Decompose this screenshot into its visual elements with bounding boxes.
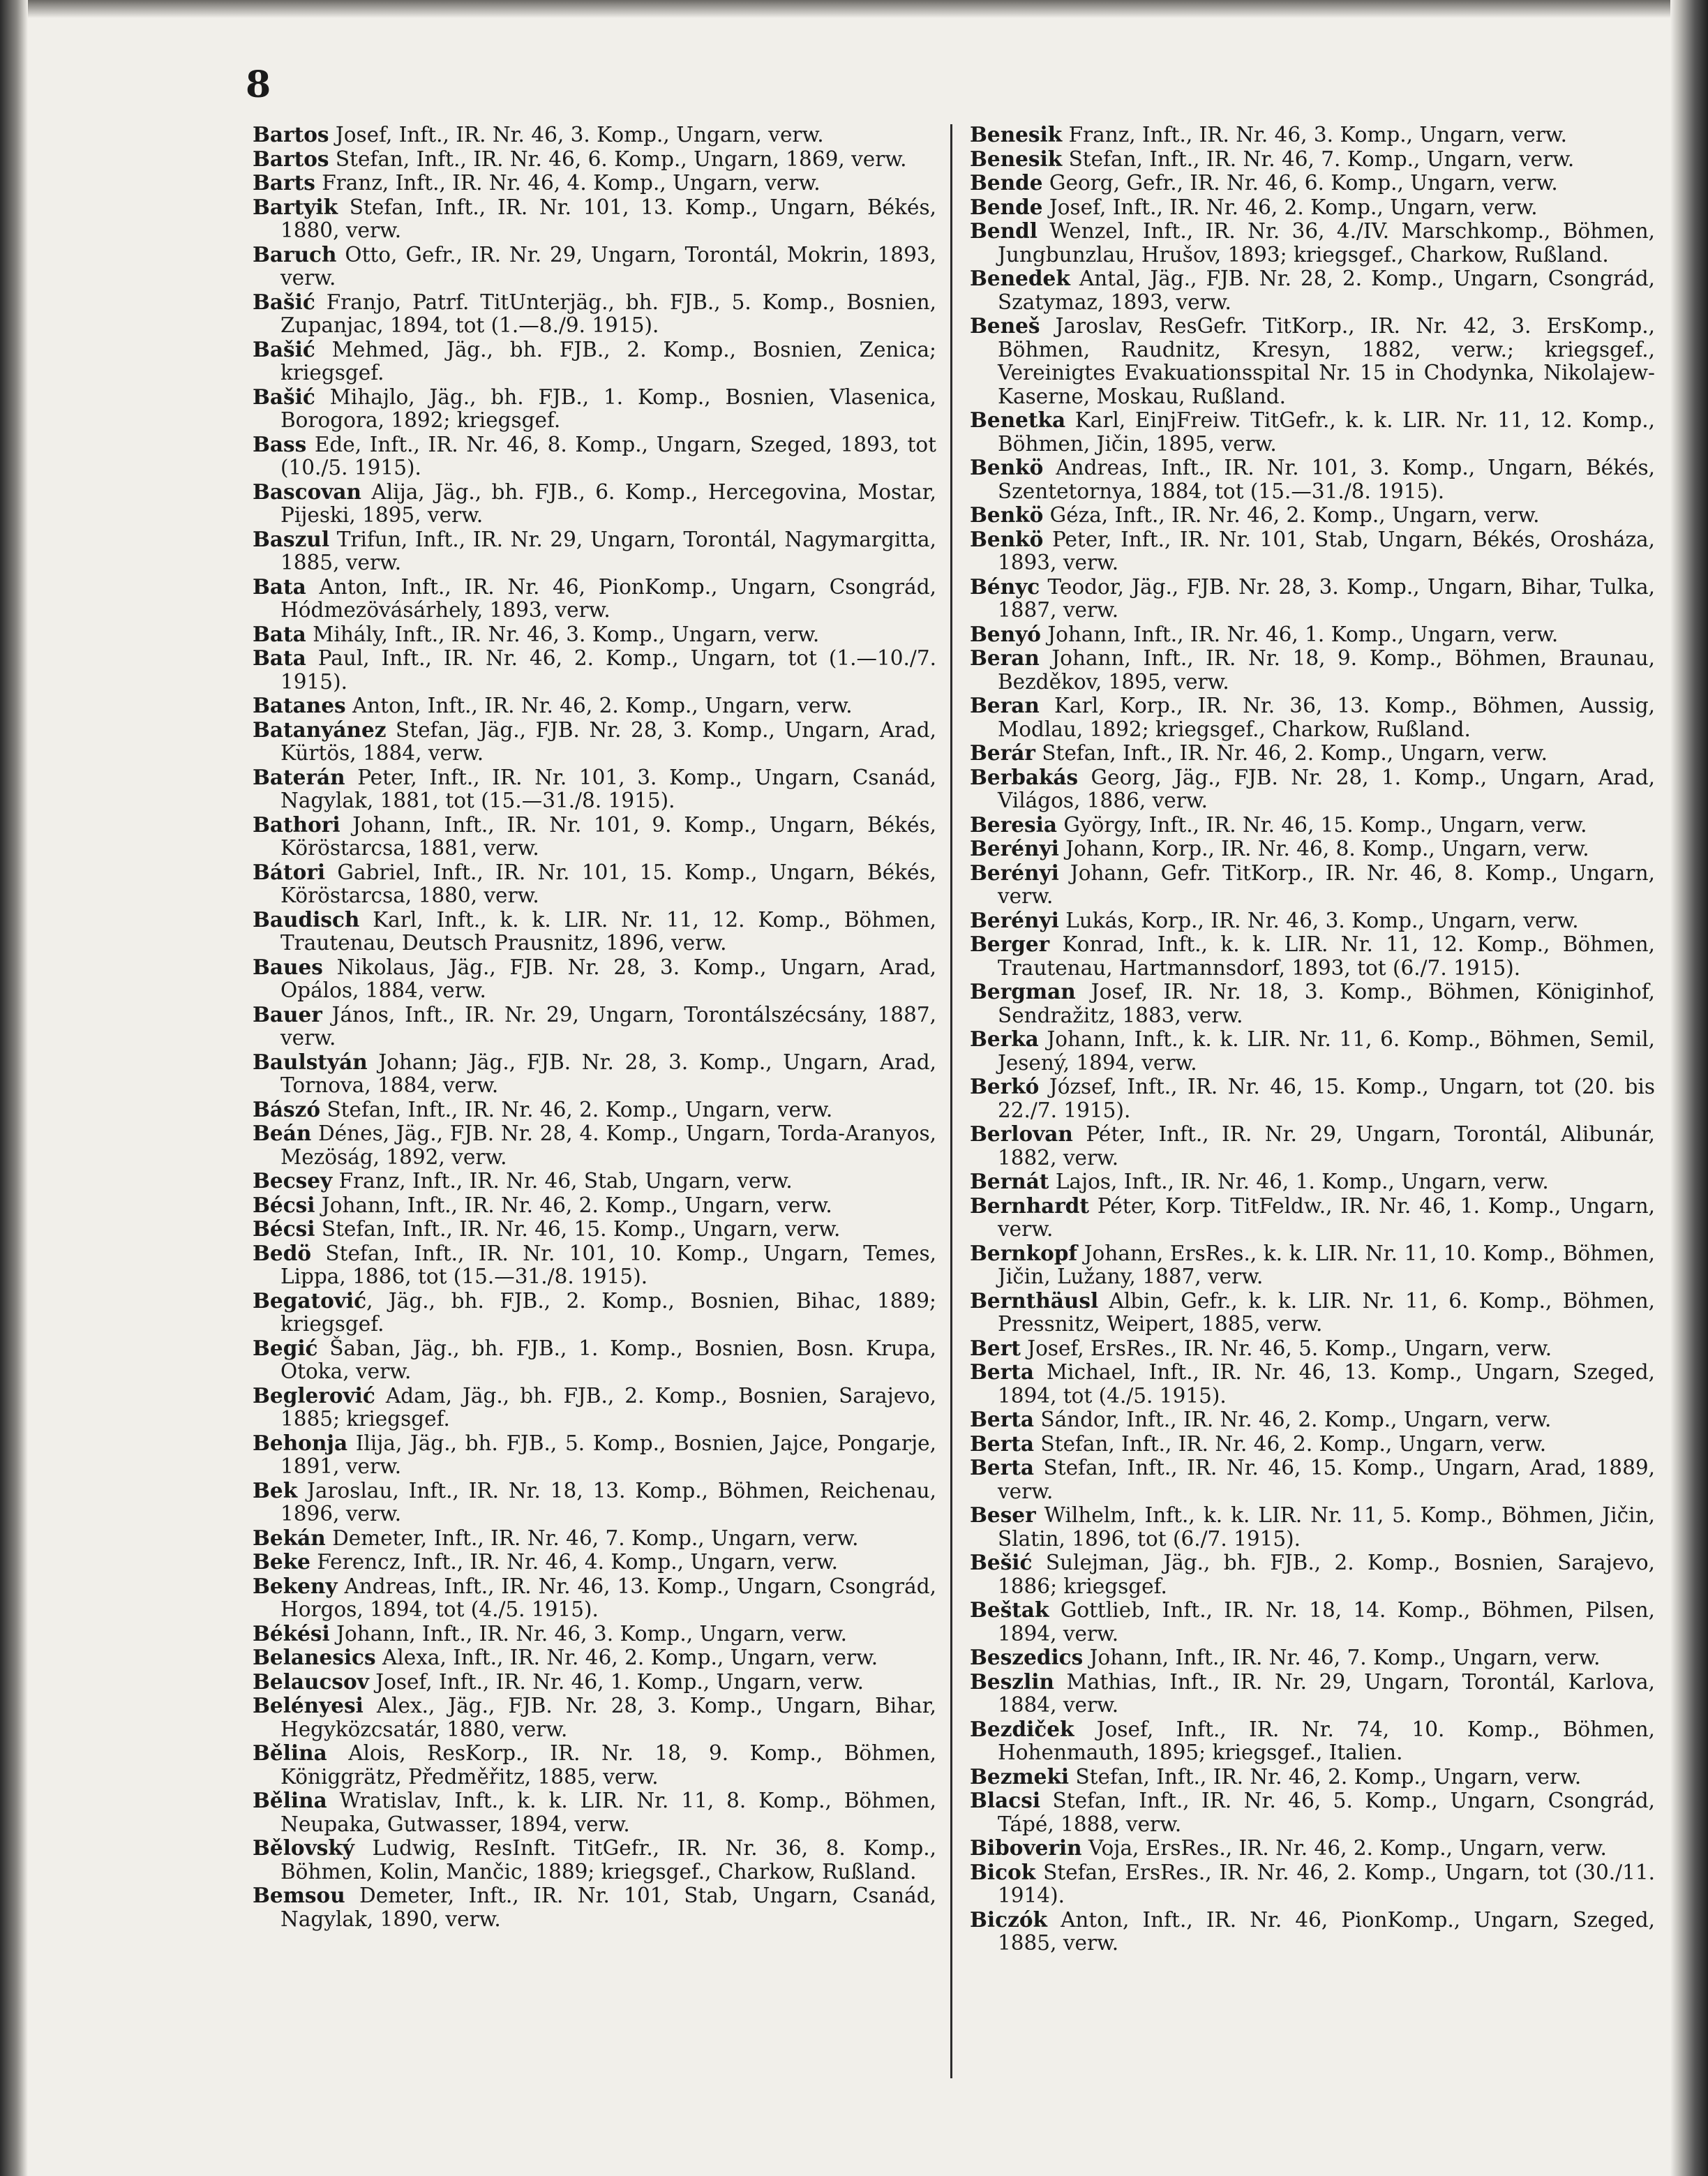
list-item [970, 932, 1655, 980]
list-item [253, 1098, 936, 1122]
list-item [253, 1431, 936, 1479]
entry-details: Péter, Inft., IR. Nr. 29, Ungarn, Torontál, Alibunár, 1882, verw. [998, 1122, 1655, 1170]
entry-surname: Bátori [253, 859, 326, 884]
list-item [970, 575, 1655, 623]
list-item [253, 1121, 936, 1169]
list-item [970, 1336, 1655, 1361]
list-item [970, 1670, 1655, 1717]
entry-details: Peter, Inft., IR. Nr. 101, 3. Komp., Ungarn, Csanád, Nagylak, 1881, tot (15.—31./8. 1915). [280, 765, 936, 812]
entry-details: Anton, Inft., IR. Nr. 46, 2. Komp., Ungarn, verw. [345, 694, 853, 717]
entry-details: Stefan, Inft., IR. Nr. 46, 5. Komp., Ungarn, Csongrád, Tápé, 1888, verw. [998, 1789, 1655, 1836]
list-item [970, 766, 1655, 813]
list-item [253, 694, 936, 718]
list-item [970, 980, 1655, 1027]
entry-details: Paul, Inft., IR. Nr. 46, 2. Komp., Ungarn, tot (1.—10./7. 1915). [280, 646, 936, 694]
entry-details: Georg, Gefr., IR. Nr. 46, 6. Komp., Ungarn, verw. [1042, 171, 1558, 195]
entry-surname: Bécsi [253, 1216, 315, 1241]
list-item [253, 1550, 936, 1574]
list-item [253, 385, 936, 433]
entry-details: Lukás, Korp., IR. Nr. 46, 3. Komp., Ungarn, verw. [1058, 908, 1579, 932]
entry-details: Josef, Inft., IR. Nr. 74, 10. Komp., Böhmen, Hohenmauth, 1895; kriegsgef., Italien. [998, 1717, 1655, 1764]
entry-details: Péter, Korp. TitFeldw., IR. Nr. 46, 1. Komp., Ungarn, verw. [998, 1193, 1655, 1241]
entry-details: Johann, Inft., IR. Nr. 46, 3. Komp., Ungarn, verw. [329, 1621, 847, 1646]
list-item [253, 1526, 936, 1551]
entry-surname: Beszedics [970, 1645, 1084, 1669]
list-item [970, 813, 1655, 837]
entry-surname: Becsey [253, 1168, 333, 1193]
entry-surname: Begatović [253, 1288, 367, 1313]
entry-surname: Benyó [970, 621, 1041, 646]
list-item [253, 813, 936, 860]
list-item [253, 338, 936, 385]
entry-surname: Bascovan [253, 479, 361, 504]
list-item [970, 267, 1655, 314]
entry-details: Ferencz, Inft., IR. Nr. 46, 4. Komp., Ungarn, verw. [310, 1550, 838, 1574]
list-item [970, 1408, 1655, 1432]
list-item [253, 480, 936, 528]
entry-details: Franz, Inft., IR. Nr. 46, 3. Komp., Ungarn, verw. [1062, 123, 1567, 147]
entry-details: Johann, Inft., IR. Nr. 101, 9. Komp., Ungarn, Békés, Köröstarcsa, 1881, verw. [280, 812, 936, 860]
list-item [970, 1432, 1655, 1456]
entry-details: Anton, Inft., IR. Nr. 46, PionKomp., Ungarn, Csongrád, Hódmezövásárhely, 1893, verw. [280, 574, 936, 622]
entry-details: Alexa, Inft., IR. Nr. 46, 2. Komp., Ungarn, verw. [375, 1646, 878, 1669]
entry-details: Wilhelm, Inft., k. k. LIR. Nr. 11, 5. Komp., Böhmen, Jičin, Slatin, 1896, tot (6./7. 1915). [998, 1503, 1655, 1551]
entry-details: Stefan, Inft., IR. Nr. 46, 2. Komp., Ungarn, verw. [1069, 1764, 1582, 1789]
entry-surname: Bezmeki [970, 1764, 1070, 1789]
entry-surname: Baterán [253, 764, 345, 789]
entry-surname: Bata [253, 646, 306, 670]
list-item [253, 147, 936, 172]
entry-surname: Bathori [253, 812, 340, 837]
entry-surname: Baszul [253, 526, 330, 551]
entry-details: Johann, Inft., IR. Nr. 46, 2. Komp., Ungarn, verw. [315, 1193, 832, 1217]
list-item [253, 123, 936, 147]
entry-details: Andreas, Inft., IR. Nr. 46, 13. Komp., Ungarn, Csongrád, Horgos, 1894, tot (4./5. 1915). [280, 1574, 936, 1621]
list-item [970, 503, 1655, 528]
entry-surname: Benedek [970, 266, 1070, 290]
list-item [970, 694, 1655, 741]
entry-surname: Beresia [970, 812, 1057, 837]
entry-details: János, Inft., IR. Nr. 29, Ungarn, Torontálszécsány, 1887, verw. [280, 1002, 936, 1050]
entry-surname: Berényi [970, 860, 1059, 885]
column-divider [950, 124, 952, 2078]
list-item [253, 1384, 936, 1431]
entry-details: Mathias, Inft., IR. Nr. 29, Ungarn, Torontál, Karlova, 1884, verw. [998, 1669, 1655, 1717]
list-item [970, 1717, 1655, 1765]
entry-surname: Berta [970, 1455, 1034, 1480]
entry-surname: Beke [253, 1549, 310, 1574]
entry-surname: Berlovan [970, 1121, 1073, 1146]
list-item [970, 1194, 1655, 1242]
list-item [253, 1670, 936, 1694]
entry-surname: Beser [970, 1503, 1036, 1527]
entry-details: Albin, Gefr., k. k. LIR. Nr. 11, 6. Komp., Böhmen, Pressnitz, Weipert, 1885, verw. [998, 1288, 1655, 1336]
list-item [253, 1193, 936, 1218]
entry-surname: Bešić [970, 1550, 1033, 1574]
entry-details: Michael, Inft., IR. Nr. 46, 13. Komp., Ungarn, Szeged, 1894, tot (4./5. 1915). [998, 1360, 1655, 1408]
list-item [970, 528, 1655, 575]
entry-details: Stefan, Inft., IR. Nr. 46, 15. Komp., Ungarn, Arad, 1889, verw. [998, 1456, 1655, 1503]
entry-details: Josef, Inft., IR. Nr. 46, 1. Komp., Ungarn, verw. [368, 1669, 864, 1694]
list-item [970, 1765, 1655, 1789]
list-item [253, 575, 936, 623]
entry-details: Stefan, Inft., IR. Nr. 46, 15. Komp., Ungarn, verw. [315, 1217, 841, 1241]
entry-surname: Beran [970, 646, 1040, 670]
entry-surname: Békési [253, 1620, 330, 1646]
entry-surname: Baruch [253, 241, 337, 267]
entry-details: Johann, Inft., IR. Nr. 46, 7. Komp., Ungarn, verw. [1083, 1646, 1601, 1669]
entry-details: Mehmed, Jäg., bh. FJB., 2. Komp., Bosnien, Zenica; kriegsgef. [280, 337, 936, 385]
entry-details: Nikolaus, Jäg., FJB. Nr. 28, 3. Komp., Ungarn, Arad, Opálos, 1884, verw. [280, 955, 936, 1002]
entry-details: Trifun, Inft., IR. Nr. 29, Ungarn, Torontál, Nagymargitta, 1885, verw. [280, 527, 936, 574]
entry-surname: Bartos [253, 146, 329, 171]
entry-details: Voja, ErsRes., IR. Nr. 46, 2. Komp., Ungarn, verw. [1081, 1836, 1607, 1860]
entry-surname: Begić [253, 1335, 318, 1360]
entry-surname: Benkö [970, 502, 1044, 527]
entry-details: Franz, Inft., IR. Nr. 46, Stab, Ungarn, verw. [332, 1169, 793, 1193]
list-item [970, 1861, 1655, 1908]
entry-details: Johann; Jäg., FJB. Nr. 28, 3. Komp., Ungarn, Arad, Tornova, 1884, verw. [280, 1050, 936, 1097]
column-left [253, 123, 936, 1931]
entry-surname: Bauer [253, 1001, 322, 1027]
list-item [970, 1170, 1655, 1194]
entry-surname: Bělovský [253, 1835, 354, 1860]
entry-details: Alex., Jäg., FJB. Nr. 28, 3. Komp., Ungarn, Bihar, Hegyközcsatár, 1880, verw. [280, 1694, 936, 1741]
entry-surname: Batanyánez [253, 717, 387, 742]
list-item [253, 433, 936, 480]
entry-details: József, Inft., IR. Nr. 46, 15. Komp., Ungarn, tot (20. bis 22./7. 1915). [998, 1075, 1655, 1122]
entry-surname: Bartos [253, 122, 329, 147]
entry-details: Wratislav, Inft., k. k. LIR. Nr. 11, 8. Komp., Böhmen, Neupaka, Gutwasser, 1894, verw. [280, 1789, 936, 1836]
entry-surname: Beglerović [253, 1383, 375, 1408]
entry-surname: Bašić [253, 384, 315, 409]
entry-details: Karl, Inft., k. k. LIR. Nr. 11, 12. Komp., Böhmen, Trautenau, Deutsch Prausnitz, 1896, verw. [280, 907, 936, 955]
entry-surname: Bekán [253, 1525, 326, 1550]
entry-surname: Baulstyán [253, 1049, 368, 1074]
entry-surname: Barts [253, 170, 315, 195]
entry-surname: Bernkopf [970, 1240, 1078, 1265]
entry-details: Karl, Korp., IR. Nr. 36, 13. Komp., Böhmen, Aussig, Modlau, 1892; kriegsgef., Charkow, Rußland. [998, 694, 1655, 741]
entry-surname: Baudisch [253, 907, 360, 932]
entry-details: Anton, Inft., IR. Nr. 46, PionKomp., Ungarn, Szeged, 1885, verw. [998, 1907, 1655, 1955]
entry-details: Johann, ErsRes., k. k. LIR. Nr. 11, 10. Komp., Böhmen, Jičin, Lužany, 1887, verw. [998, 1241, 1655, 1288]
list-item [970, 1789, 1655, 1836]
entry-surname: Bedö [253, 1240, 312, 1265]
entry-details: Karl, EinjFreiw. TitGefr., k. k. LIR. Nr. 11, 12. Komp., Böhmen, Jičin, 1895, verw. [998, 408, 1655, 456]
entry-details: Demeter, Inft., IR. Nr. 46, 7. Komp., Ungarn, verw. [325, 1526, 859, 1550]
list-item [253, 646, 936, 694]
list-item [253, 1336, 936, 1384]
entry-surname: Batanes [253, 693, 346, 717]
entry-surname: Beštak [970, 1597, 1049, 1622]
list-item [970, 408, 1655, 456]
entry-details: Wenzel, Inft., IR. Nr. 36, 4./IV. Marschkomp., Böhmen, Jungbunzlau, Hrušov, 1893; kriegsgef., Charkow, Rußland. [998, 219, 1655, 267]
entry-details: Jaroslav, ResGefr. TitKorp., IR. Nr. 42, 3. ErsKomp., Böhmen, Raudnitz, Kresyn, 1882, verw.; kriegsgef., Vereinigtes Evakuationsspital Nr. 15 in Chodynka, Nikolajew-Kaserne, Moskau, Rußland. [998, 314, 1655, 408]
entry-details: Franz, Inft., IR. Nr. 46, 4. Komp., Ungarn, verw. [315, 171, 821, 195]
list-item [253, 528, 936, 575]
entry-surname: Bartyik [253, 194, 338, 219]
list-item [253, 1646, 936, 1670]
list-item [970, 1908, 1655, 1955]
list-item [970, 1122, 1655, 1170]
entry-surname: Bata [253, 621, 306, 646]
entry-details: Johann, Inft., k. k. LIR. Nr. 11, 6. Komp., Böhmen, Semil, Jesený, 1894, verw. [998, 1027, 1655, 1075]
list-item [970, 1360, 1655, 1408]
list-item [970, 909, 1655, 933]
list-item [970, 1289, 1655, 1336]
entry-surname: Benkö [970, 526, 1044, 551]
entry-details: Andreas, Inft., IR. Nr. 101, 3. Komp., Ungarn, Békés, Szentetornya, 1884, tot (15.—31./8. 1915). [998, 456, 1655, 503]
entry-surname: Bezdiček [970, 1716, 1074, 1741]
entry-surname: Berár [970, 740, 1035, 765]
list-item [253, 171, 936, 195]
entry-surname: Baues [253, 954, 323, 979]
entry-details: Géza, Inft., IR. Nr. 46, 2. Komp., Ungarn, verw. [1043, 503, 1540, 527]
entry-details: Dénes, Jäg., FJB. Nr. 28, 4. Komp., Ungarn, Torda-Aranyos, Mezöság, 1892, verw. [280, 1121, 936, 1169]
list-item [253, 1050, 936, 1098]
entry-details: Johann, Inft., IR. Nr. 18, 9. Komp., Böhmen, Braunau, Bezděkov, 1895, verw. [998, 646, 1655, 694]
entry-details: György, Inft., IR. Nr. 46, 15. Komp., Ungarn, verw. [1056, 812, 1587, 837]
entry-surname: Berbakás [970, 764, 1079, 789]
entry-surname: Berkó [970, 1074, 1040, 1098]
entry-details: Stefan, Inft., IR. Nr. 46, 2. Komp., Ungarn, verw. [1034, 1431, 1547, 1456]
entry-surname: Beán [253, 1121, 312, 1145]
list-item [970, 623, 1655, 647]
entry-details: Johann, Inft., IR. Nr. 46, 1. Komp., Ungarn, verw. [1040, 622, 1559, 646]
entry-surname: Benetka [970, 408, 1066, 432]
list-item [253, 1836, 936, 1884]
entry-details: Peter, Inft., IR. Nr. 101, Stab, Ungarn, Békés, Orosháza, 1893, verw. [998, 527, 1655, 574]
entry-details: Stefan, ErsRes., IR. Nr. 46, 2. Komp., Ungarn, tot (30./11. 1914). [998, 1860, 1655, 1907]
entry-surname: Beszlin [970, 1669, 1054, 1694]
list-item [970, 219, 1655, 267]
entry-surname: Biboverin [970, 1835, 1082, 1860]
list-item [253, 718, 936, 766]
entry-details: Sulejman, Jäg., bh. FJB., 2. Komp., Bosnien, Sarajevo, 1886; kriegsgef. [998, 1551, 1655, 1598]
page-number: 8 [246, 64, 271, 106]
entry-details: Georg, Jäg., FJB. Nr. 28, 1. Komp., Ungarn, Arad, Világos, 1886, verw. [998, 765, 1655, 812]
entry-details: Jaroslau, Inft., IR. Nr. 18, 13. Komp., Böhmen, Reichenau, 1896, verw. [280, 1478, 936, 1526]
list-item [253, 1694, 936, 1741]
entry-surname: Bergman [970, 979, 1076, 1004]
list-item [970, 147, 1655, 172]
entry-surname: Benesik [970, 146, 1063, 171]
entry-surname: Bécsi [253, 1192, 315, 1217]
entry-surname: Bass [253, 431, 307, 456]
scan-edge-top [0, 0, 1708, 18]
column-right [970, 123, 1655, 1955]
list-item [253, 1574, 936, 1622]
entry-details: Alija, Jäg., bh. FJB., 6. Komp., Hercegovina, Mostar, Pijeski, 1895, verw. [280, 479, 936, 527]
entry-details: Gottlieb, Inft., IR. Nr. 18, 14. Komp., Böhmen, Pilsen, 1894, verw. [998, 1598, 1655, 1646]
list-item [970, 195, 1655, 220]
list-item [970, 1075, 1655, 1122]
entry-details: Stefan, Inft., IR. Nr. 46, 7. Komp., Ungarn, verw. [1062, 147, 1575, 171]
entry-details: Adam, Jäg., bh. FJB., 2. Komp., Bosnien, Sarajevo, 1885; kriegsgef. [280, 1383, 936, 1431]
list-item [970, 1598, 1655, 1646]
entry-surname: Belanesics [253, 1645, 376, 1669]
entry-details: Otto, Gefr., IR. Nr. 29, Ungarn, Torontál, Mokrin, 1893, verw. [280, 242, 936, 290]
scan-edge-right [1670, 0, 1708, 2176]
entry-details: Josef, IR. Nr. 18, 3. Komp., Böhmen, Königinhof, Sendražitz, 1883, verw. [998, 980, 1655, 1027]
entry-surname: Bende [970, 170, 1043, 195]
entry-details: Demeter, Inft., IR. Nr. 101, Stab, Ungarn, Csanád, Nagylak, 1890, verw. [280, 1884, 936, 1931]
entry-surname: Bek [253, 1477, 298, 1503]
entry-details: Ludwig, ResInft. TitGefr., IR. Nr. 36, 8. Komp., Böhmen, Kolin, Mančic, 1889; kriegsgef., Charkow, Rußland. [280, 1836, 936, 1884]
list-item [970, 1551, 1655, 1598]
list-item [970, 1646, 1655, 1670]
entry-surname: Bényc [970, 574, 1040, 599]
list-item [970, 171, 1655, 195]
entry-details: Lajos, Inft., IR. Nr. 46, 1. Komp., Ungarn, verw. [1049, 1170, 1549, 1193]
entry-details: Josef, ErsRes., IR. Nr. 46, 5. Komp., Ungarn, verw. [1020, 1336, 1552, 1360]
list-item [253, 195, 936, 243]
entry-details: Josef, Inft., IR. Nr. 46, 2. Komp., Ungarn, verw. [1042, 195, 1538, 219]
entry-details: Šaban, Jäg., bh. FJB., 1. Komp., Bosnien, Bosn. Krupa, Otoka, verw. [280, 1336, 936, 1383]
entry-surname: Berta [970, 1431, 1034, 1456]
entry-details: Teodor, Jäg., FJB. Nr. 28, 3. Komp., Ungarn, Bihar, Tulka, 1887, verw. [998, 574, 1655, 622]
list-item [970, 1456, 1655, 1503]
scan-edge-left [0, 0, 28, 2176]
list-item [253, 243, 936, 290]
list-item [253, 1884, 936, 1931]
entry-details: Stefan, Inft., IR. Nr. 46, 2. Komp., Ungarn, verw. [320, 1097, 833, 1121]
list-item [253, 766, 936, 813]
entry-surname: Bendl [970, 218, 1037, 243]
entry-surname: Bašić [253, 336, 315, 362]
entry-details: Ede, Inft., IR. Nr. 46, 8. Komp., Ungarn, Szeged, 1893, tot (10./5. 1915). [280, 432, 936, 479]
entry-surname: Bašić [253, 289, 315, 314]
entry-details: Franjo, Patrf. TitUnterjäg., bh. FJB., 5. Komp., Bosnien, Zupanjac, 1894, tot (1.—8./9. 1915). [280, 290, 936, 337]
entry-details: Mihajlo, Jäg., bh. FJB., 1. Komp., Bosnien, Vlasenica, Borogora, 1892; kriegsgef. [280, 385, 936, 432]
list-item [970, 123, 1655, 147]
list-item [970, 1027, 1655, 1075]
list-item [970, 1503, 1655, 1551]
entry-surname: Belaucsov [253, 1669, 369, 1694]
list-item [253, 1169, 936, 1193]
list-item [970, 1836, 1655, 1861]
entry-details: Gabriel, Inft., IR. Nr. 101, 15. Komp., Ungarn, Békés, Köröstarcsa, 1880, verw. [280, 860, 936, 907]
entry-surname: Blacsi [970, 1788, 1041, 1812]
list-item [253, 1003, 936, 1050]
list-item [253, 1217, 936, 1242]
entry-surname: Berta [970, 1407, 1034, 1431]
entry-surname: Berger [970, 932, 1050, 956]
entry-details: Sándor, Inft., IR. Nr. 46, 2. Komp., Ungarn, verw. [1034, 1408, 1552, 1431]
entry-details: Ilija, Jäg., bh. FJB., 5. Komp., Bosnien, Jajce, Pongarje, 1891, verw. [280, 1431, 936, 1478]
entry-details: , Jäg., bh. FJB., 2. Komp., Bosnien, Bihac, 1889; kriegsgef. [280, 1288, 936, 1336]
entry-details: Josef, Inft., IR. Nr. 46, 3. Komp., Ungarn, verw. [329, 123, 824, 147]
entry-surname: Berényi [970, 907, 1059, 932]
entry-details: Konrad, Inft., k. k. LIR. Nr. 11, 12. Komp., Böhmen, Trautenau, Hartmannsdorf, 1893, tot (6./7. 1915). [998, 932, 1655, 980]
entry-details: Alois, ResKorp., IR. Nr. 18, 9. Komp., Böhmen, Königgrätz, Předměřitz, 1885, verw. [280, 1741, 936, 1789]
entry-details: Mihály, Inft., IR. Nr. 46, 3. Komp., Ungarn, verw. [306, 622, 820, 646]
list-item [970, 741, 1655, 766]
list-item [970, 456, 1655, 503]
list-item [253, 955, 936, 1003]
entry-surname: Bert [970, 1335, 1021, 1360]
entry-details: Stefan, Inft., IR. Nr. 101, 10. Komp., Ungarn, Temes, Lippa, 1886, tot (15.—31./8. 1915). [280, 1241, 936, 1288]
entry-surname: Bende [970, 194, 1043, 219]
list-item [253, 860, 936, 908]
entry-surname: Bászó [253, 1096, 321, 1121]
list-item [253, 1479, 936, 1526]
entry-surname: Bernthäusl [970, 1288, 1099, 1313]
entry-surname: Bělina [253, 1788, 327, 1812]
list-item [253, 1741, 936, 1789]
entry-surname: Beneš [970, 313, 1040, 338]
entry-surname: Beran [970, 693, 1040, 717]
list-item [253, 908, 936, 955]
entry-details: Antal, Jäg., FJB. Nr. 28, 2. Komp., Ungarn, Csongrád, Szatymaz, 1893, verw. [998, 267, 1655, 314]
list-item [970, 1242, 1655, 1289]
entry-surname: Bicok [970, 1859, 1036, 1884]
entry-details: Johann, Korp., IR. Nr. 46, 8. Komp., Ungarn, verw. [1058, 837, 1589, 860]
entry-surname: Benkö [970, 455, 1044, 479]
entry-surname: Benesik [970, 122, 1063, 147]
entry-details: Johann, Gefr. TitKorp., IR. Nr. 46, 8. Komp., Ungarn, verw. [998, 860, 1655, 908]
entry-surname: Bernát [970, 1169, 1049, 1193]
list-item [253, 1622, 936, 1646]
entry-surname: Biczók [970, 1907, 1047, 1932]
entry-details: Stefan, Inft., IR. Nr. 46, 6. Komp., Ungarn, 1869, verw. [329, 147, 907, 171]
entry-surname: Berta [970, 1359, 1034, 1384]
entry-surname: Belényesi [253, 1693, 364, 1717]
entry-surname: Bekeny [253, 1573, 338, 1598]
entry-details: Stefan, Inft., IR. Nr. 101, 13. Komp., Ungarn, Békés, 1880, verw. [280, 195, 936, 242]
entry-surname: Bělina [253, 1741, 327, 1765]
entry-details: Stefan, Jäg., FJB. Nr. 28, 3. Komp., Ungarn, Arad, Kürtös, 1884, verw. [280, 717, 936, 765]
entry-details: Stefan, Inft., IR. Nr. 46, 2. Komp., Ungarn, verw. [1035, 741, 1548, 765]
list-item [253, 1289, 936, 1336]
entry-surname: Bemsou [253, 1883, 345, 1907]
list-item [253, 290, 936, 338]
list-item [970, 861, 1655, 909]
list-item [253, 623, 936, 647]
entry-surname: Bata [253, 574, 306, 599]
entry-surname: Bernhardt [970, 1193, 1090, 1218]
list-item [253, 1242, 936, 1289]
list-item [970, 837, 1655, 861]
list-item [970, 314, 1655, 408]
entry-surname: Behonja [253, 1430, 348, 1455]
list-item [253, 1789, 936, 1836]
entry-surname: Berka [970, 1027, 1039, 1051]
list-item [970, 646, 1655, 694]
entry-surname: Berényi [970, 836, 1059, 860]
